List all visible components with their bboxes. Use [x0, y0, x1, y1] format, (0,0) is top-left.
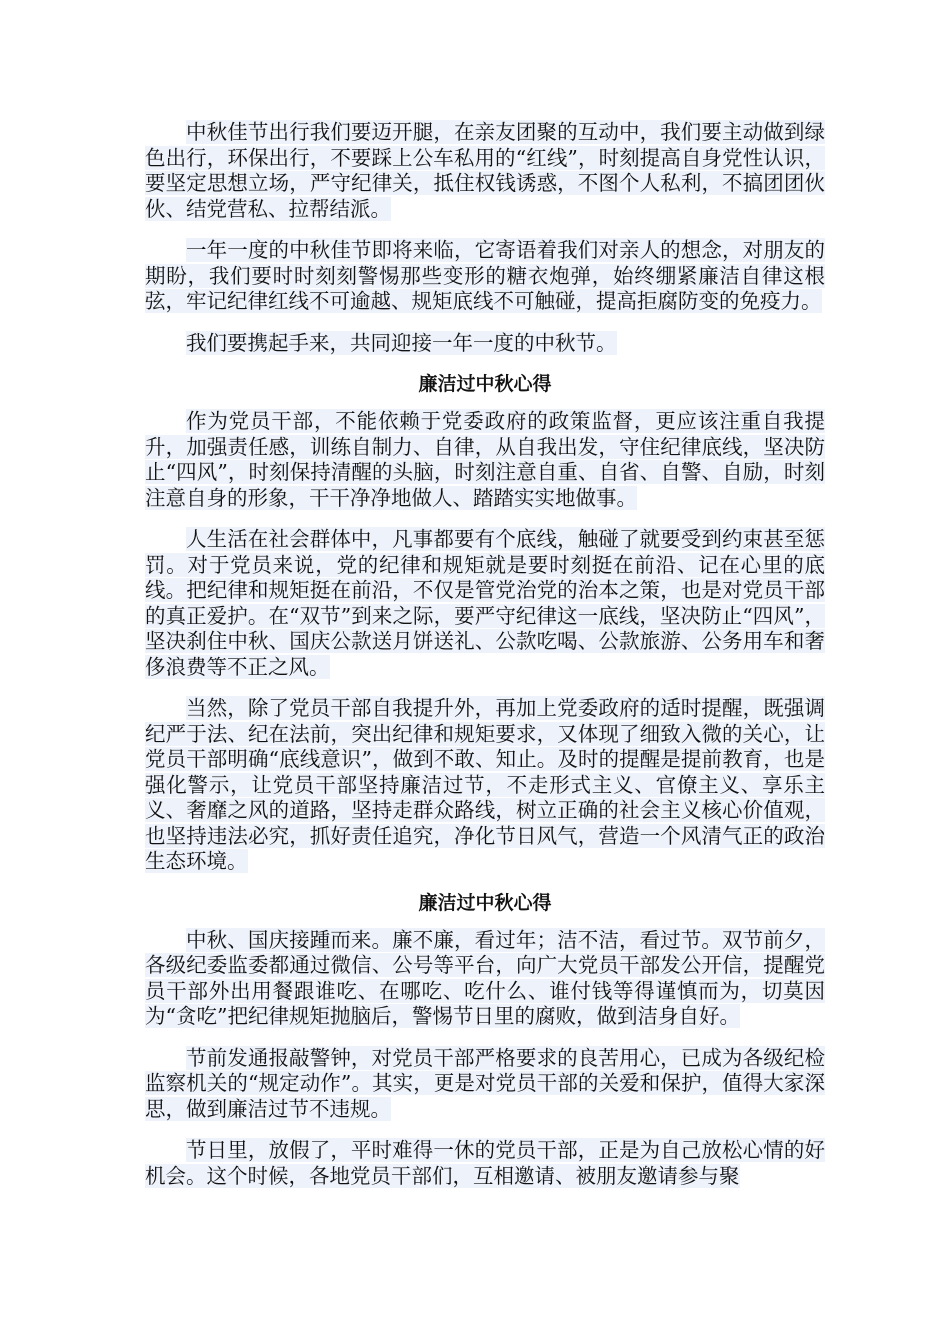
paragraph-5-text: 人生活在社会群体中，凡事都要有个底线，触碰了就要受到约束甚至惩罚。对于党员来说，党的纪律和规矩就是要时刻挺在前沿、记在心里的底线。把纪律和规矩挺在前沿，不仅是管党治党的治本之策，也是对党员干部的真正爱护。在“双节”到来之际，要严守纪律这一底线，坚决防止“四风”，坚决刹住中秋、国庆公款送月饼送礼、公款吃喝、公款旅游、公务用车和奢侈浪费等不正之风。	[145, 527, 825, 679]
section-heading-2: 廉洁过中秋心得	[418, 891, 552, 914]
paragraph-6-text: 当然，除了党员干部自我提升外，再加上党委政府的适时提醒，既强调纪严于法、纪在法前，突出纪律和规矩要求，又体现了细致入微的关心，让党员干部明确“底线意识”，做到不敢、知止。及时的提醒是提前教育，也是强化警示，让党员干部坚持廉洁过节，不走形式主义、官僚主义、享乐主义、奢靡之风的道路，坚持走群众路线，树立正确的社会主义核心价值观，也坚持违法必究，抓好责任追究，净化节日风气，营造一个风清气正的政治生态环境。	[145, 696, 825, 873]
paragraph-6	[145, 696, 825, 875]
paragraph-8	[145, 1046, 825, 1123]
paragraph-9	[145, 1138, 825, 1189]
paragraph-4-text: 作为党员干部，不能依赖于党委政府的政策监督，更应该注重自我提升，加强责任感，训练自制力、自律，从自我出发，守住纪律底线，坚决防止“四风”，时刻保持清醒的头脑，时刻注意自重、自省、自警、自励，时刻注意自身的形象，干干净净地做人、踏踏实实地做事。	[145, 409, 825, 510]
paragraph-1-text: 中秋佳节出行我们要迈开腿，在亲友团聚的互动中，我们要主动做到绿色出行，环保出行，不要踩上公车私用的“红线”，时刻提高自身党性认识，要坚定思想立场，严守纪律关，抵住权钱诱惑，不图个人私利，不搞团团伙伙、结党营私、拉帮结派。	[145, 120, 825, 221]
section-heading-1: 廉洁过中秋心得	[418, 373, 552, 395]
paragraph-1	[145, 120, 825, 222]
paragraph-2-text: 一年一度的中秋佳节即将来临，它寄语着我们对亲人的想念，对朋友的期盼，我们要时时刻刻警惕那些变形的糖衣炮弹，始终绷紧廉洁自律这根弦，牢记纪律红线不可逾越、规矩底线不可触碰，提高拒腐防变的免疫力。	[145, 238, 825, 313]
paragraph-4	[145, 409, 825, 511]
paragraph-5	[145, 527, 825, 680]
paragraph-8-text: 节前发通报敲警钟，对党员干部严格要求的良苦用心，已成为各级纪检监察机关的“规定动作”。其实，更是对党员干部的关爱和保护，值得大家深思，做到廉洁过节不违规。	[145, 1045, 825, 1121]
paragraph-7	[145, 928, 825, 1030]
paragraph-2	[145, 238, 825, 315]
paragraph-9-text: 节日里，放假了，平时难得一休的党员干部，正是为自己放松心情的好机会。这个时候，各地党员干部们，互相邀请、被朋友邀请参与聚	[145, 1138, 825, 1188]
document-page	[145, 120, 825, 1205]
paragraph-3	[145, 331, 825, 357]
paragraph-3-text: 我们要携起手来，共同迎接一年一度的中秋节。	[186, 330, 617, 355]
paragraph-7-text: 中秋、国庆接踵而来。廉不廉，看过年；洁不洁，看过节。双节前夕，各级纪委监委都通过微信、公号等平台，向广大党员干部发公开信，提醒党员干部外出用餐跟谁吃、在哪吃、吃什么、谁付钱等得谨慎而为，切莫因为“贪吃”把纪律规矩抛脑后，警惕节日里的腐败，做到洁身自好。	[145, 927, 825, 1028]
